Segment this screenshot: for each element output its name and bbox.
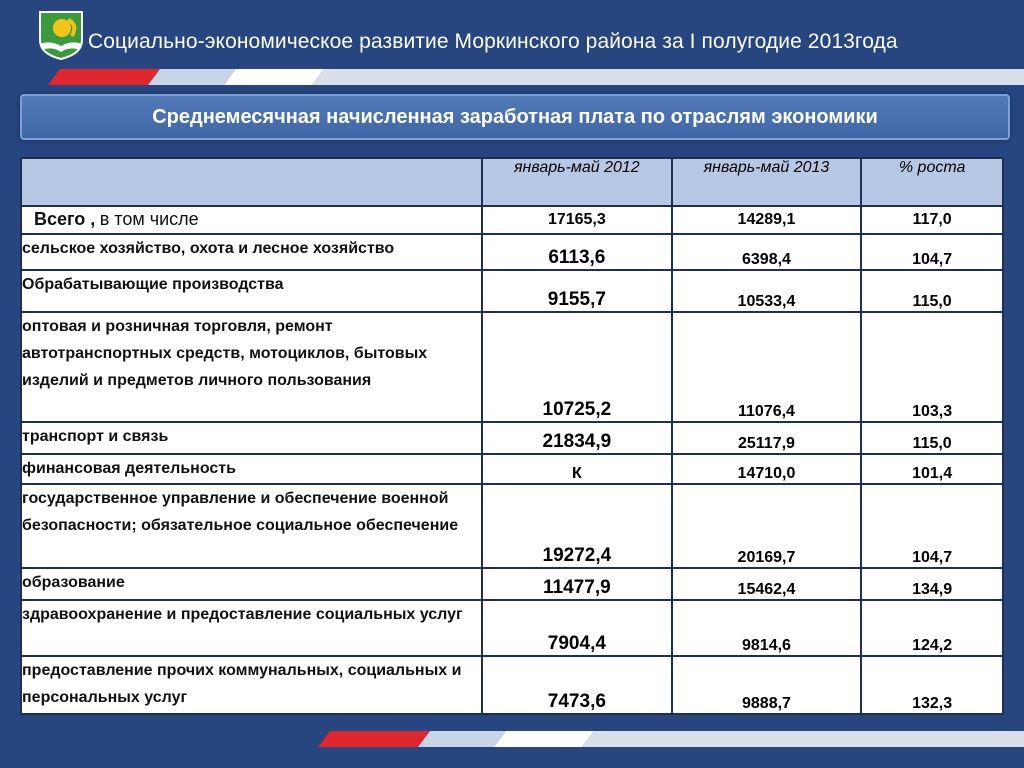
table-row: [21, 656, 1003, 714]
column-header-2012: январь-май 2012: [482, 158, 672, 206]
row-label: транспорт и связь: [21, 422, 482, 454]
table-row: [21, 600, 1003, 656]
row-label: [21, 206, 482, 234]
table-row: [21, 422, 1003, 454]
value-growth: 101,4: [861, 454, 1003, 484]
row-label: Обрабатывающие производства: [21, 270, 482, 312]
table-row: [21, 568, 1003, 600]
table-row: [21, 454, 1003, 484]
table-header-row: [21, 158, 1003, 206]
value-2013: 10533,4: [672, 270, 862, 312]
table-row: [21, 270, 1003, 312]
value-growth: 132,3: [861, 656, 1003, 714]
total-label-strong: Всего ,: [34, 209, 96, 229]
salary-table: [20, 157, 1004, 715]
district-coat-of-arms-icon: [38, 10, 84, 60]
value-2013: 14710,0: [672, 454, 862, 484]
value-2012: 17165,3: [482, 206, 672, 234]
value-growth: 115,0: [861, 422, 1003, 454]
value-2012: 7904,4: [482, 600, 672, 656]
value-2013: 9888,7: [672, 656, 862, 714]
value-2012: 6113,6: [482, 234, 672, 270]
value-2012: 21834,9: [482, 422, 672, 454]
row-label: государственное управление и обеспечение военной безопасности; обязательное социальное обеспечение: [21, 484, 482, 568]
page-header-title: Социально-экономическое развитие Моркинского района за I полугодие 2013года: [88, 30, 898, 53]
column-header-growth: % роста: [861, 158, 1003, 206]
row-label: оптовая и розничная торговля, ремонт автотранспортных средств, мотоциклов, бытовых изделий и предметов личного пользования: [21, 312, 482, 422]
value-growth: 103,3: [861, 312, 1003, 422]
value-2013: 25117,9: [672, 422, 862, 454]
value-growth: 104,7: [861, 484, 1003, 568]
value-2013: 6398,4: [672, 234, 862, 270]
value-growth: 104,7: [861, 234, 1003, 270]
column-header-2013: январь-май 2013: [672, 158, 862, 206]
value-2012: 7473,6: [482, 656, 672, 714]
value-2012: 11477,9: [482, 568, 672, 600]
row-label: предоставление прочих коммунальных, социальных и персональных услуг: [21, 656, 482, 714]
row-label: образование: [21, 568, 482, 600]
value-2013: 20169,7: [672, 484, 862, 568]
value-2013: 11076,4: [672, 312, 862, 422]
table-row: [21, 234, 1003, 270]
table-row: [21, 484, 1003, 568]
top-decorative-stripes: [0, 69, 1024, 85]
value-2012: 19272,4: [482, 484, 672, 568]
row-label: сельское хозяйство, охота и лесное хозяйство: [21, 234, 482, 270]
row-label: здравоохранение и предоставление социальных услуг: [21, 600, 482, 656]
value-2013: 9814,6: [672, 600, 862, 656]
value-2012: 10725,2: [482, 312, 672, 422]
header-empty-cell: [21, 158, 482, 206]
value-growth: 115,0: [861, 270, 1003, 312]
value-growth: 124,2: [861, 600, 1003, 656]
value-growth: 117,0: [861, 206, 1003, 234]
value-2013: 15462,4: [672, 568, 862, 600]
row-label: финансовая деятельность: [21, 454, 482, 484]
table-row-total: [21, 206, 1003, 234]
total-label-rest: в том числе: [99, 209, 199, 229]
value-growth: 134,9: [861, 568, 1003, 600]
bottom-decorative-stripes: [0, 731, 1024, 747]
value-2012: 9155,7: [482, 270, 672, 312]
table-row: [21, 312, 1003, 422]
value-2012: К: [482, 454, 672, 484]
value-2013: 14289,1: [672, 206, 862, 234]
section-subtitle: Среднемесячная начисленная заработная плата по отраслям экономики: [20, 94, 1010, 140]
